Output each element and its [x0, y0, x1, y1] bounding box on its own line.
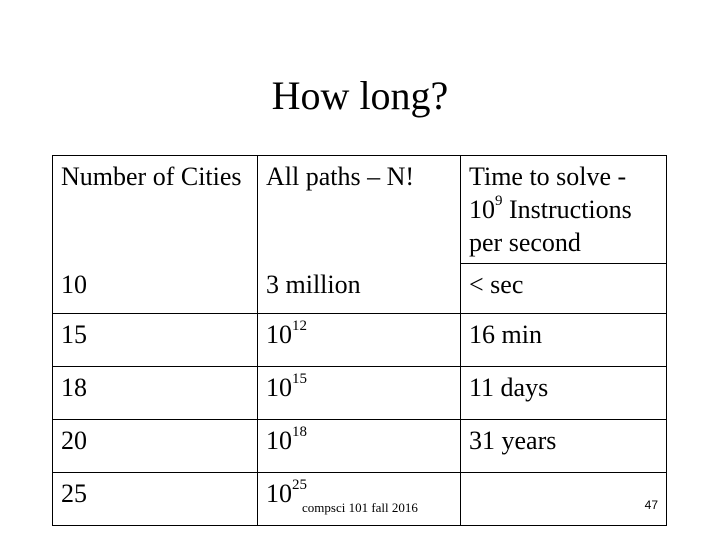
cell-cities: 25: [53, 473, 258, 526]
table-row: [53, 367, 667, 420]
cell-time: 11 days: [461, 367, 667, 420]
header-cell-time: [461, 156, 667, 264]
cell-cities: 20: [53, 420, 258, 473]
cell-paths: [258, 420, 461, 473]
cell-time: 16 min: [461, 314, 667, 367]
cell-paths: 3 million: [258, 264, 461, 314]
header-cell-cities: [53, 156, 258, 264]
header-time-line1: Time to solve -: [469, 162, 627, 191]
paths-base: 10: [266, 320, 292, 349]
cell-cities: 10: [53, 264, 258, 314]
cell-paths: [258, 473, 461, 526]
header-time-exponent: 9: [495, 193, 503, 210]
paths-base: 10: [266, 373, 292, 402]
cell-cities: 15: [53, 314, 258, 367]
header-time-line3: per second: [469, 228, 581, 257]
cell-time: 31 years: [461, 420, 667, 473]
paths-exponent: 12: [292, 318, 307, 335]
header-time-base: 10: [469, 195, 495, 224]
header-cities-label: Number of Cities: [61, 162, 242, 191]
paths-base: 10: [266, 479, 292, 508]
cell-time: < sec: [461, 264, 667, 314]
cell-paths: [258, 367, 461, 420]
table-row: [53, 473, 667, 526]
paths-base: 10: [266, 426, 292, 455]
cell-cities: 18: [53, 367, 258, 420]
slide-title: How long?: [271, 73, 449, 118]
table-row: [53, 264, 667, 314]
table-row: [53, 314, 667, 367]
header-paths-label: All paths – N!: [266, 162, 415, 191]
data-table: [52, 155, 667, 526]
paths-exponent: 18: [292, 424, 307, 441]
cell-time: [461, 473, 667, 526]
page-number: 47: [644, 498, 658, 512]
paths-exponent: 15: [292, 371, 307, 388]
table-row: [53, 420, 667, 473]
header-time-rest: Instructions: [509, 195, 632, 224]
paths-exponent: 25: [292, 477, 307, 494]
table-header-row: [53, 156, 667, 264]
header-cell-paths: [258, 156, 461, 264]
cell-paths: [258, 314, 461, 367]
slide-footer: compsci 101 fall 2016: [302, 500, 418, 515]
